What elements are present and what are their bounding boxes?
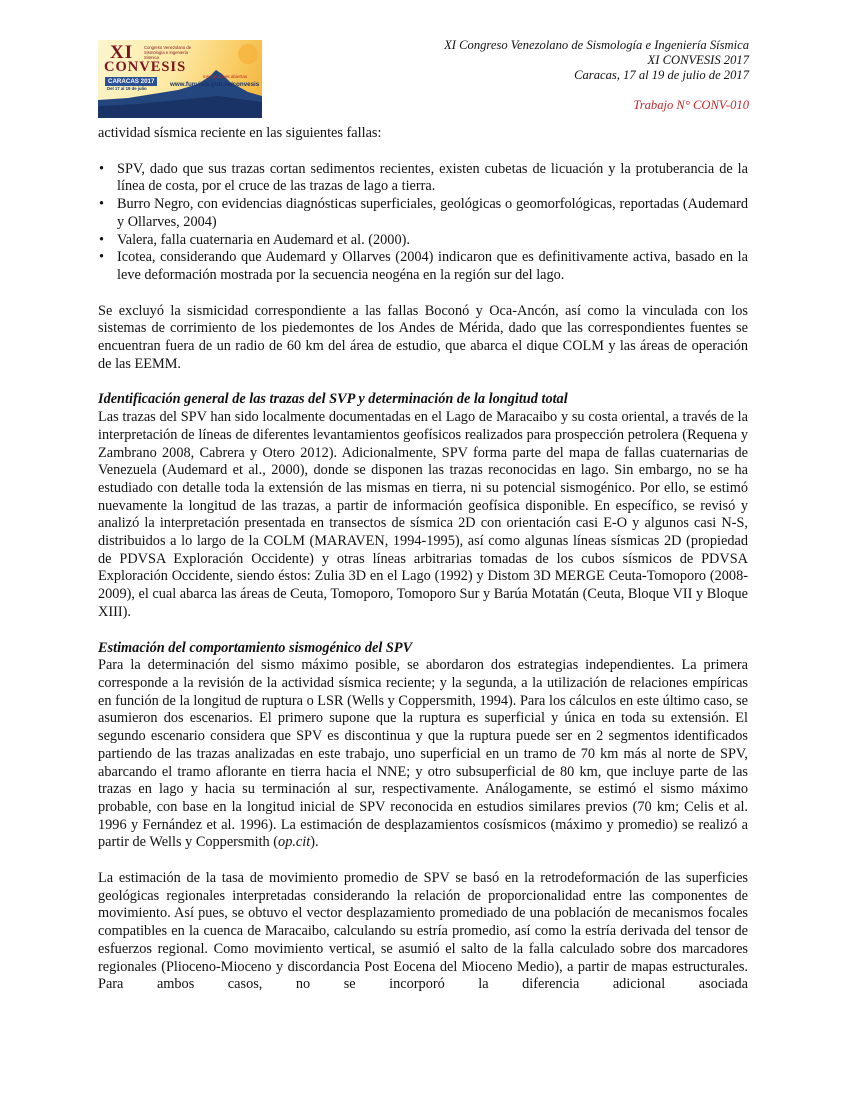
logo-dates: Del 17 al 19 de julio [107, 86, 147, 91]
bullet-icon: • [99, 160, 105, 177]
logo-website: www.funvisis.gob.ve/convesis [170, 81, 260, 88]
header-congress: XI Congreso Venezolano de Sismología e Ingeniería Sísmica [444, 38, 749, 52]
logo-numeral: XI [110, 42, 134, 63]
logo-subtitle: Congreso Venezolano de Sismología e Ingeniería Sísmica [144, 45, 192, 60]
header-work-id: Trabajo N° CONV-010 [633, 98, 749, 112]
intro-line: actividad sísmica reciente en las siguientes fallas: [98, 125, 382, 141]
section-heading-seismogenic: Estimación del comportamiento sismogénico del SPV [98, 639, 413, 656]
header-place-date: Caracas, 17 al 19 de julio de 2017 [574, 68, 749, 82]
citation-op-cit: op.cit [278, 834, 311, 851]
page-header [444, 38, 749, 113]
section-heading-traces: Identificación general de las trazas del SVP y determinación de la longitud total [98, 391, 568, 408]
convesis-logo [98, 40, 262, 118]
fault-list [98, 161, 748, 285]
list-item: • Valera, falla cuaternaria en Audemard et al. (2000). [99, 231, 410, 248]
paragraph-movement-rate: La estimación de la tasa de movimiento promedio de SPV se basó en la retrodeformación de las superficies geológicas regionales interpretadas considerando la relación de proporcionalidad entre las componentes de movimiento. Así pues, se obtuvo el vector desplazamiento promediado de una población de mecanismos focales compatibles en la cuenca de Maracaibo, calculando su estría promedio, así como la estría derivada del tensor de esfuerzos regional. Como movimiento vertical, se asumió el salto de la falla calculado sobre dos marcadores regionales (Plioceno-Mioceno y discordancia Post Eocena del Mioceno Medio), a partir de mapas estructurales. Para ambos casos, no se incorporó la diferencia adicional asociada [98, 870, 748, 993]
paragraph-seismogenic: Para la determinación del sismo máximo posible, se abordaron dos estrategias independientes. La primera corresponde a la revisión de la actividad sísmica reciente; y la segunda, a la utilización de relaciones empíricas en función de la longitud de ruptura o LSR (Wells y Coppersmith, 1994). Para los cálculos en este último caso, se asumieron dos escenarios. El primero supone que la ruptura es superficial y única en toda su extensión. El segundo escenario considera que SPV es discontinua y que la ruptura puede ser en 2 segmentos identificados partiendo de las trazas analizadas en este trabajo, uno superficial en un tramo de 70 km más al norte de SPV, abarcando el tramo aflorante en tierra hacia el NNE; y otro subsuperficial de 80 km, que incluye parte de las trazas en lago y hacia su terminación al sur, respectivamente. Análogamente, se estimó el sismo máximo probable, con base en la longitud inicial de SPV reconocida en estudios similares previos (70 km; Celis et al. 1996 y Fernández et al. 1996). La estimación de desplazamientos cosísmicos (máximo y promedio) se realizó a partir de Wells y Coppersmith (op.cit). [98, 657, 748, 851]
document-body [98, 125, 748, 1012]
paragraph-traces: Las trazas del SPV han sido localmente documentadas en el Lago de Maracaibo y su costa oriental, a través de la interpretación de líneas de diferentes levantamientos geofísicos realizados para prospección petrolera (Requena y Zambrano 2008, Cabrera y Otero 2012). Adicionalmente, SPV forma parte del mapa de fallas cuaternarias de Venezuela (Audemard et al., 2000), donde se disponen las trazas reconocidas en lago. Sin embargo, no se ha estudiado con detalle toda la extensión de las mismas en tierra, ni su potencial sismogénico. Por ello, se estimó nuevamente la longitud de las trazas, a partir de información geofísica disponible. En específico, se revisó y analizó la interpretación presentada en transectos de sísmica 2D con orientación casi E-O y algunos casi N-S, distribuidos a lo largo de la COLM (MARAVEN, 1994-1995), así como algunas líneas sísmicas 2D (propiedad de PDVSA Exploración Occidente) y otras líneas arbitrarias tomadas de los cubos sísmicos de PDVSA Exploración Occidente, siendo éstos: Zulia 3D en el Lago (1992) y Distom 3D MERGE Ceuta-Tomoporo (2008-2009), el cual abarca las áreas de Ceuta, Tomoporo, Tomoporo Sur y Barúa Motatán (Ceuta, Bloque VII y Bloque XIII). [98, 409, 748, 620]
list-item: • SPV, dado que sus trazas cortan sedimentos recientes, existen cubetas de licuación y la protuberancia de la línea de costa, por el cruce de las trazas de lago a tierra. [99, 160, 748, 195]
bullet-icon: • [99, 231, 105, 248]
bullet-icon: • [99, 196, 105, 213]
logo-registration: inscripciones abiertas [203, 74, 248, 79]
logo-name: CONVESIS [104, 59, 187, 75]
list-item: • Icotea, considerando que Audemard y Ollarves (2004) indicaron que es definitivamente activa, basado en la leve deformación mostrada por la secuencia neogéna en la región sur del lago. [99, 249, 748, 283]
bullet-icon: • [99, 249, 105, 266]
list-item: • Burro Negro, con evidencias diagnósticas superficiales, geológicas o geomorfológicas, reportadas (Audemard y Ollarves, 2004) [99, 196, 748, 230]
paragraph-excluded-seismicity: Se excluyó la sismicidad correspondiente a las fallas Boconó y Oca-Ancón, así como la vinculada con los sistemas de corrimiento de los piedemontes de los Andes de Mérida, dado que las correspondientes fuentes se encuentran fuera de un radio de 60 km del área de estudio, que abarca el dique COLM y las áreas de operación de las EEMM. [98, 302, 748, 372]
logo-city-year: CARACAS 2017 [105, 77, 157, 86]
header-edition: XI CONVESIS 2017 [647, 53, 749, 67]
